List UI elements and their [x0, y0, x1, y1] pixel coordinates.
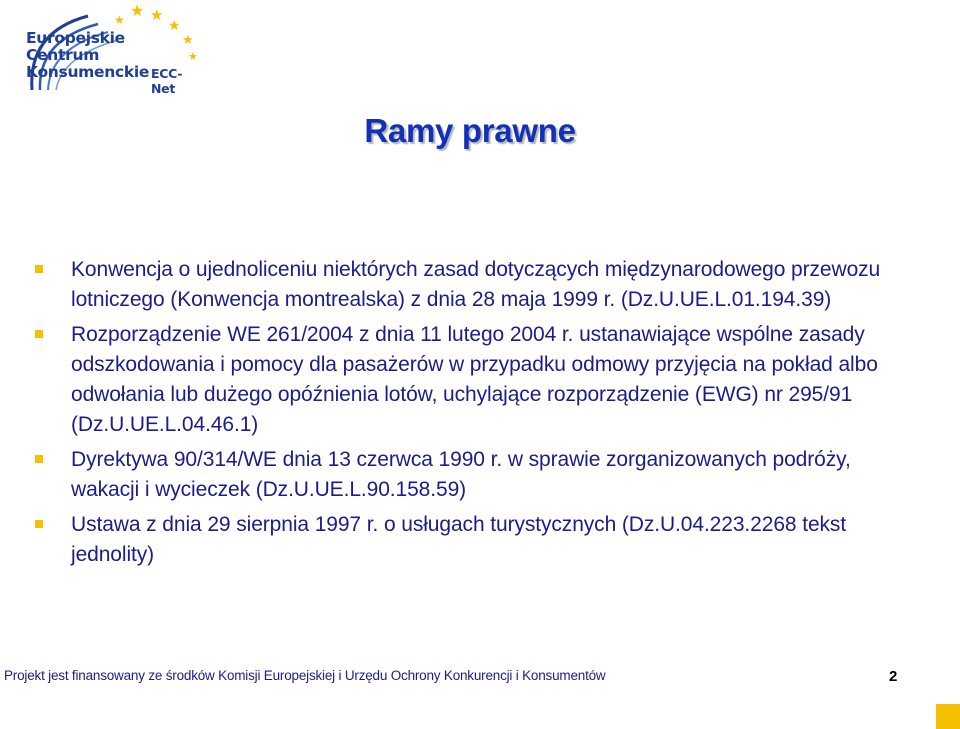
bullet-item — [35, 510, 915, 570]
bullet-text: Rozporządzenie WE 261/2004 z dnia 11 lutego 2004 r. ustanawiające wspólne zasady odszkodowania i pomocy dla pasażerów w przypadku odmowy przyjęcia na pokład albo odwołania lub dużego opóźnienia lotów, uchylające rozporządzenie (EWG) nr 295/91 (Dz.U.UE.L.04.46.1) — [71, 323, 878, 436]
bullet-item — [35, 445, 915, 505]
bullet-text: Konwencja o ujednoliceniu niektórych zasad dotyczących międzynarodowego przewozu lotniczego (Konwencja montrealska) z dnia 28 maja 1999 r. (Dz.U.UE.L.01.194.39) — [71, 258, 881, 311]
ecc-logo — [18, 2, 203, 94]
funding-footer: Projekt jest finansowany ze środków Komisji Europejskiej i Urzędu Ochrony Konkurencji i Konsumentów — [4, 668, 606, 683]
square-bullet-icon — [35, 330, 43, 338]
page-number: 2 — [889, 668, 898, 685]
bullet-text: Dyrektywa 90/314/WE dnia 13 czerwca 1990 r. w sprawie zorganizowanych podróży, wakacji i wycieczek (Dz.U.UE.L.90.158.59) — [71, 448, 851, 501]
bullet-list — [35, 255, 915, 575]
square-bullet-icon — [35, 265, 43, 273]
square-bullet-icon — [35, 520, 43, 528]
svg-text:★: ★ — [114, 13, 125, 27]
bullet-item — [35, 320, 915, 440]
bullet-text: Ustawa z dnia 29 sierpnia 1997 r. o usługach turystycznych (Dz.U.04.223.2268 tekst jednolity) — [71, 513, 847, 566]
slide-title: Ramy prawne — [364, 112, 576, 149]
svg-text:★: ★ — [150, 6, 164, 24]
svg-text:★: ★ — [188, 50, 198, 63]
svg-text:★: ★ — [182, 33, 194, 48]
corner-decoration — [936, 704, 960, 729]
logo-network: ECC-Net — [151, 66, 183, 96]
square-bullet-icon — [35, 455, 43, 463]
logo-line-1: Europejskie — [26, 29, 125, 47]
svg-text:★: ★ — [130, 2, 145, 20]
svg-text:★: ★ — [168, 18, 181, 34]
logo-line-3: Konsumenckie — [26, 63, 150, 81]
logo-line-2: Centrum — [26, 46, 100, 64]
bullet-item — [35, 255, 915, 315]
